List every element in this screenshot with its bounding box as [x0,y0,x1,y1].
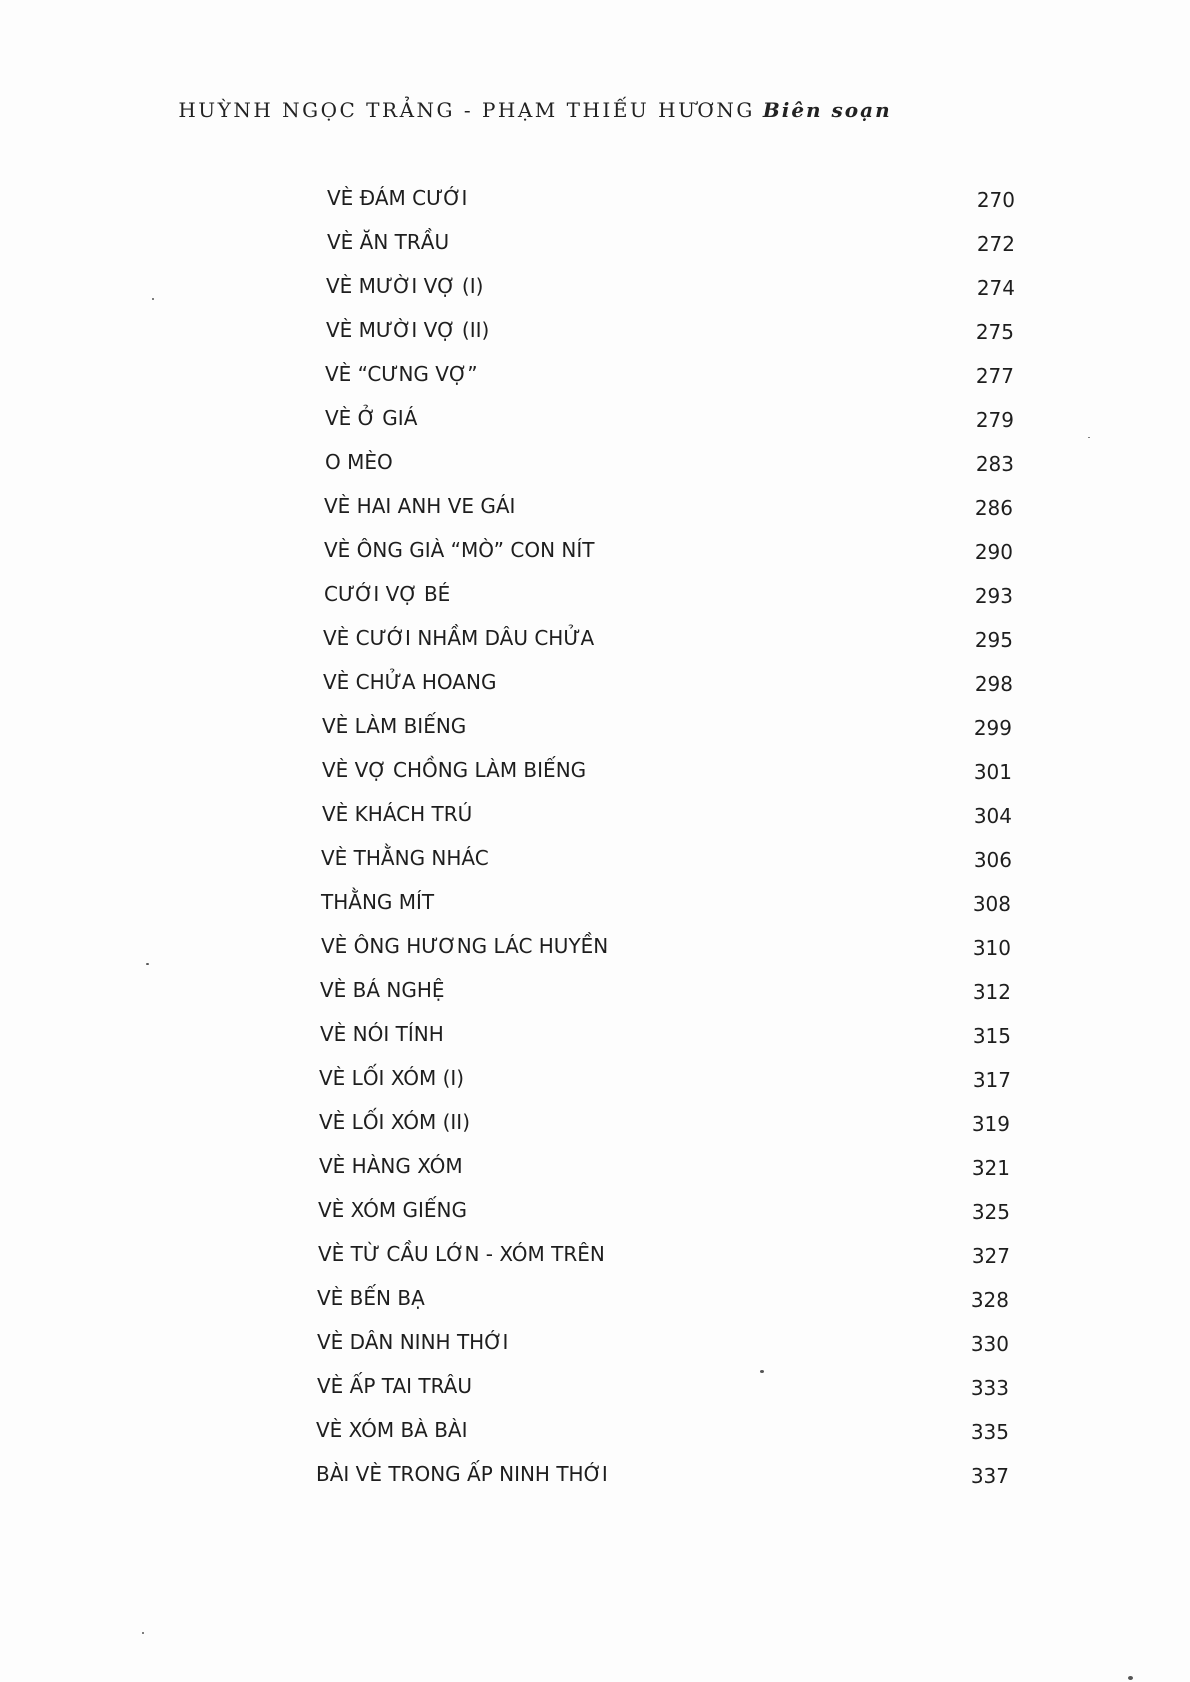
toc-entry-page-number: 293 [974,584,1013,608]
scan-speck [760,1370,764,1373]
toc-entry-title: VÈ MƯỜI VỢ (I) [326,274,484,298]
scan-speck [146,963,149,965]
toc-entry-page-number: 312 [972,980,1011,1004]
toc-entry-title: VÈ TỪ CẦU LỚN - XÓM TRÊN [318,1242,605,1266]
toc-entry [0,444,1190,488]
toc-entry-page-number: 327 [971,1244,1010,1268]
toc-entry [0,1016,1190,1060]
toc-entry [0,708,1190,752]
toc-entry [0,664,1190,708]
toc-entry-title: VÈ MƯỜI VỢ (II) [326,318,490,342]
toc-entry-page-number: 333 [970,1376,1009,1400]
toc-entry-title: VÈ LỐI XÓM (I) [319,1066,465,1090]
toc-entry-title: VÈ ÔNG GIÀ “MÒ” CON NÍT [324,538,595,562]
toc-entry [0,1192,1190,1236]
toc-entry-title: VÈ LÀM BIẾNG [322,714,467,738]
scan-speck [152,298,154,300]
toc-entry-title: VÈ XÓM BÀ BÀI [316,1418,468,1442]
running-header [0,98,1190,122]
toc-entry-page-number: 330 [970,1332,1009,1356]
toc-entry-title: VÈ XÓM GIẾNG [318,1198,467,1222]
header-role: Biên soạn [762,98,892,122]
toc-entry [0,972,1190,1016]
toc-entry-page-number: 286 [974,496,1013,520]
toc-entry [0,400,1190,444]
toc-entry-title: VÈ “CƯNG VỢ” [325,362,478,386]
toc-entry [0,1456,1190,1500]
toc-entry-title: VÈ NÓI TÍNH [320,1022,444,1046]
toc-entry-title: VÈ ÔNG HƯƠNG LÁC HUYỀN [321,934,609,958]
toc-entry [0,1324,1190,1368]
toc-entry [0,356,1190,400]
toc-entry-title: VÈ BÁ NGHỆ [320,978,445,1002]
toc-entry [0,884,1190,928]
toc-entry-title: VÈ ĂN TRẦU [327,230,450,254]
toc-entry [0,1104,1190,1148]
toc-entry-title: CƯỚI VỢ BÉ [324,582,451,606]
toc-entry-title: VÈ VỢ CHỒNG LÀM BIẾNG [322,758,587,782]
toc-entry-page-number: 337 [970,1464,1009,1488]
toc-entry-title: VÈ BẾN BẠ [317,1286,425,1310]
toc-entry-page-number: 270 [976,188,1015,212]
scan-speck [142,1632,144,1634]
toc-entry-title: VÈ HÀNG XÓM [319,1154,463,1178]
toc-entry-title: VÈ CƯỚI NHẦM DÂU CHỬA [323,626,595,650]
toc-entry [0,1148,1190,1192]
toc-entry-title: VÈ CHỬA HOANG [323,670,497,694]
toc-entry-page-number: 277 [975,364,1014,388]
toc-entry-page-number: 335 [970,1420,1009,1444]
toc-entry-page-number: 290 [974,540,1013,564]
toc-entry-page-number: 301 [973,760,1012,784]
toc-entry-title: VÈ HAI ANH VE GÁI [324,494,516,518]
toc-entry-title: VÈ LỐI XÓM (II) [319,1110,470,1134]
toc-entry-page-number: 274 [976,276,1015,300]
toc-entry-title: VÈ ẤP TAI TRÂU [317,1374,472,1398]
toc-entry [0,1412,1190,1456]
toc-entry-page-number: 295 [974,628,1013,652]
toc-entry-page-number: 319 [971,1112,1010,1136]
toc-entry-page-number: 299 [973,716,1012,740]
toc-entry-title: VÈ DÂN NINH THỚI [317,1330,509,1354]
toc-entry-title: VÈ ĐÁM CƯỚI [327,186,468,210]
toc-entry [0,1236,1190,1280]
toc-entry [0,1368,1190,1412]
toc-entry-page-number: 306 [973,848,1012,872]
scan-speck [1128,1676,1133,1680]
toc-entry-page-number: 304 [973,804,1012,828]
toc-entry-title: O MÈO [325,450,393,474]
toc-entry-page-number: 317 [972,1068,1011,1092]
toc-entry [0,488,1190,532]
toc-entry-page-number: 283 [975,452,1014,476]
toc-entry-title: VÈ KHÁCH TRÚ [322,802,473,826]
scan-speck [1088,437,1090,438]
toc-entry-title: THẰNG MÍT [321,890,435,914]
toc-entry [0,312,1190,356]
header-authors: HUỲNH NGỌC TRẢNG - PHẠM THIẾU HƯƠNG [178,98,755,122]
toc-entry [0,224,1190,268]
toc-entry-page-number: 325 [971,1200,1010,1224]
toc-entry [0,840,1190,884]
toc-entry [0,1280,1190,1324]
toc-entry-page-number: 279 [975,408,1014,432]
toc-entry-page-number: 328 [970,1288,1009,1312]
toc-entry [0,928,1190,972]
toc-entry-page-number: 310 [972,936,1011,960]
toc-entry-page-number: 272 [976,232,1015,256]
toc-entry [0,752,1190,796]
toc-entry-page-number: 298 [974,672,1013,696]
toc-entry [0,576,1190,620]
toc-entry-page-number: 315 [972,1024,1011,1048]
toc-entry-page-number: 321 [971,1156,1010,1180]
toc-entry [0,796,1190,840]
toc-entry [0,1060,1190,1104]
toc-entry-title: BÀI VÈ TRONG ẤP NINH THỚI [316,1462,608,1486]
toc-entry-title: VÈ THẰNG NHÁC [321,846,489,870]
toc-entry [0,620,1190,664]
toc-entry [0,180,1190,224]
table-of-contents [0,180,1190,1500]
toc-entry [0,532,1190,576]
toc-entry-page-number: 308 [972,892,1011,916]
toc-entry-title: VÈ Ở GIÁ [325,406,418,430]
toc-entry-page-number: 275 [975,320,1014,344]
toc-entry [0,268,1190,312]
